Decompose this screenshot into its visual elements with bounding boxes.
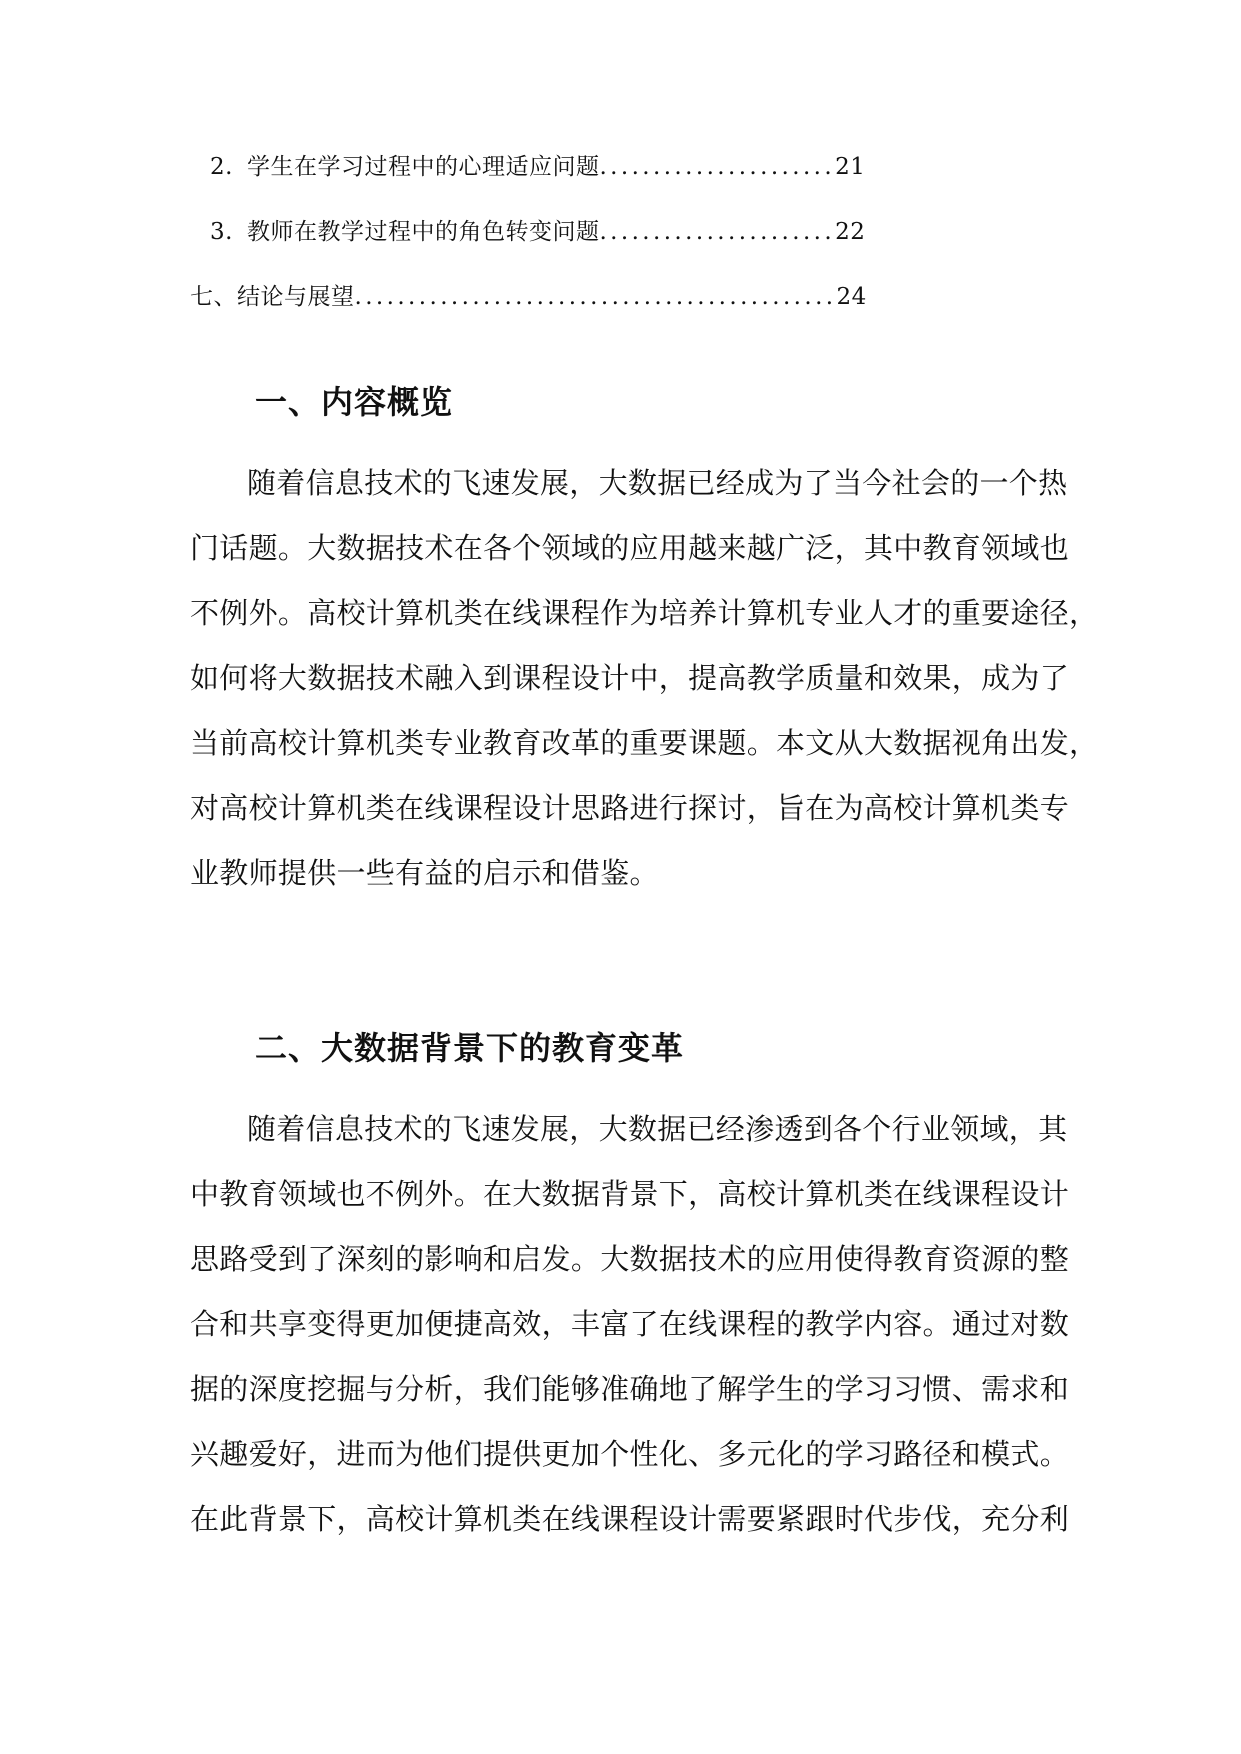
toc-entry-title: 七、结论与展望 xyxy=(190,284,355,310)
toc-entry-title: 学生在学习过程中的心理适应问题 xyxy=(246,154,600,180)
paragraph-line: 门话题。大数据技术在各个领域的应用越来越广泛，其中教育领域也 xyxy=(190,531,1070,565)
toc-entry-page: 24 xyxy=(836,284,867,310)
toc-dot-leader: ...................... xyxy=(599,219,836,245)
paragraph-line: 业教师提供一些有益的启示和借鉴。 xyxy=(190,856,659,890)
toc-dot-leader: ...................... xyxy=(599,154,836,180)
paragraph-line: 不例外。高校计算机类在线课程作为培养计算机专业人才的重要途径， xyxy=(190,596,1099,630)
paragraph-line: 如何将大数据技术融入到课程设计中，提高教学质量和效果，成为了 xyxy=(190,661,1070,695)
paragraph-line: 随着信息技术的飞速发展，大数据已经渗透到各个行业领域，其 xyxy=(247,1112,1068,1146)
section-heading: 二、大数据背景下的教育变革 xyxy=(255,1029,685,1067)
toc-entry-number: 2. xyxy=(210,154,233,180)
section-heading: 一、内容概览 xyxy=(255,383,454,421)
paragraph-line: 中教育领域也不例外。在大数据背景下，高校计算机类在线课程设计 xyxy=(190,1177,1070,1211)
toc-entry-number: 3. xyxy=(210,219,233,245)
toc-entry[interactable] xyxy=(190,282,867,312)
toc-entry-page: 21 xyxy=(835,154,866,180)
toc-entry[interactable] xyxy=(210,152,865,182)
paragraph-line: 合和共享变得更加便捷高效，丰富了在线课程的教学内容。通过对数 xyxy=(190,1307,1070,1341)
paragraph-line: 据的深度挖掘与分析，我们能够准确地了解学生的学习习惯、需求和 xyxy=(190,1372,1070,1406)
toc-entry-page: 22 xyxy=(835,219,866,245)
toc-entry-title: 教师在教学过程中的角色转变问题 xyxy=(246,219,600,245)
paragraph-line: 兴趣爱好，进而为他们提供更加个性化、多元化的学习路径和模式。 xyxy=(190,1437,1070,1471)
paragraph-line: 当前高校计算机类专业教育改革的重要课题。本文从大数据视角出发， xyxy=(190,726,1099,760)
paragraph-line: 随着信息技术的飞速发展，大数据已经成为了当今社会的一个热 xyxy=(247,466,1068,500)
toc-entry[interactable] xyxy=(210,217,865,247)
toc-dot-leader: ............................................. xyxy=(354,284,837,310)
paragraph-line: 在此背景下，高校计算机类在线课程设计需要紧跟时代步伐，充分利 xyxy=(190,1502,1070,1536)
paragraph-line: 对高校计算机类在线课程设计思路进行探讨，旨在为高校计算机类专 xyxy=(190,791,1070,825)
paragraph-line: 思路受到了深刻的影响和启发。大数据技术的应用使得教育资源的整 xyxy=(190,1242,1070,1276)
